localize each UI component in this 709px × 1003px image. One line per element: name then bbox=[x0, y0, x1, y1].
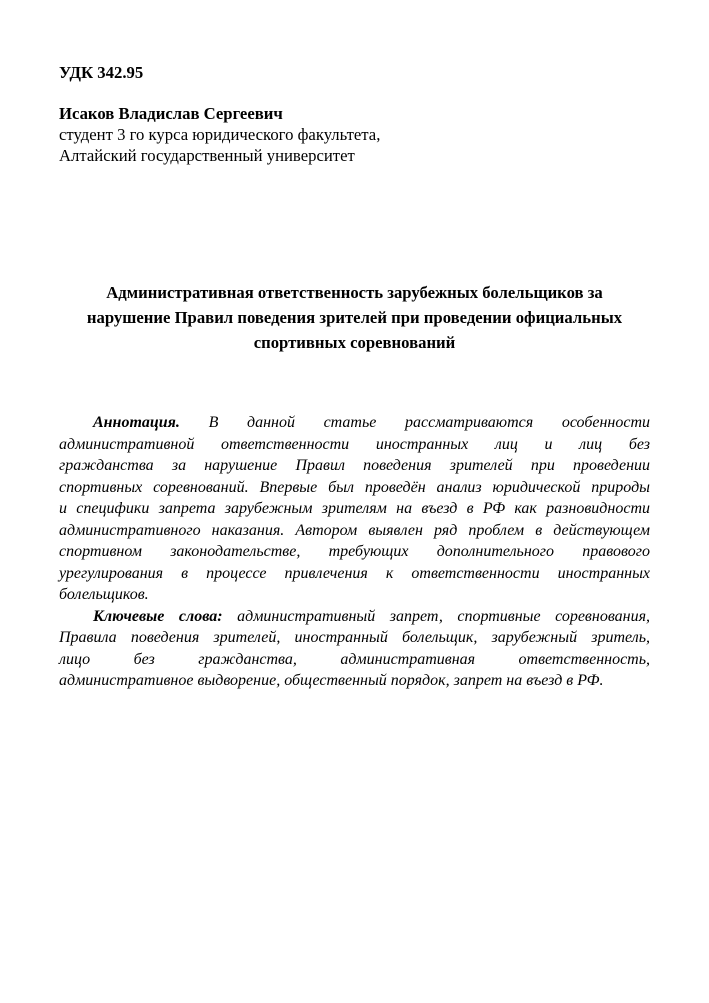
abstract-line: спортивном законодательстве, требующих дополнительного правового bbox=[59, 543, 650, 560]
keywords-first-line bbox=[59, 606, 650, 628]
udc-number: УДК 342.95 bbox=[59, 63, 144, 82]
article-title-line: нарушение Правил поведения зрителей при проведении официальных bbox=[86, 308, 623, 327]
abstract-line: спортивных соревнований. Впервые был проведён анализ юридической природы bbox=[59, 478, 650, 496]
author-affiliation: Алтайский государственный университет bbox=[59, 146, 355, 165]
abstract-line: административного наказания. Автором выявлен ряд проблем в действующем bbox=[59, 521, 650, 539]
abstract-line: и специфики запрета зарубежным зрителям на въезд в РФ как разновидности bbox=[59, 500, 650, 517]
abstract-line: урегулирования в процессе привлечения к ответственности иностранных bbox=[59, 564, 650, 582]
abstract-first-line-text: В данной статье рассматриваются особенности bbox=[208, 414, 650, 431]
keywords-line: лицо без гражданства, административная ответственность, bbox=[59, 650, 650, 668]
article-title bbox=[59, 280, 650, 355]
keywords-line: Правила поведения зрителей, иностранный болельщик, зарубежный зритель, bbox=[59, 629, 650, 646]
article-title-line: Административная ответственность зарубежных болельщиков за bbox=[106, 283, 603, 302]
author-name: Исаков Владислав Сергеевич bbox=[59, 104, 283, 123]
abstract-line: гражданства за нарушение Правил поведения зрителей при проведении bbox=[59, 457, 650, 474]
article-title-line: спортивных соревнований bbox=[253, 333, 456, 352]
abstract-first-line bbox=[59, 412, 650, 434]
keywords-first-line-text: административный запрет, спортивные соревнования, bbox=[237, 607, 651, 625]
abstract-last-line: болельщиков. bbox=[59, 586, 149, 603]
keywords-paragraph bbox=[59, 606, 650, 692]
author-position: студент 3 го курса юридического факультета, bbox=[59, 125, 381, 144]
author-block bbox=[59, 103, 650, 166]
keywords-label: Ключевые слова: bbox=[93, 607, 223, 625]
abstract-line: административной ответственности иностранных лиц и лиц без bbox=[59, 435, 650, 453]
abstract-label: Аннотация. bbox=[93, 414, 180, 431]
keywords-last-line: административное выдворение, общественный порядок, запрет на въезд в РФ. bbox=[59, 672, 604, 689]
abstract-paragraph bbox=[59, 412, 650, 606]
